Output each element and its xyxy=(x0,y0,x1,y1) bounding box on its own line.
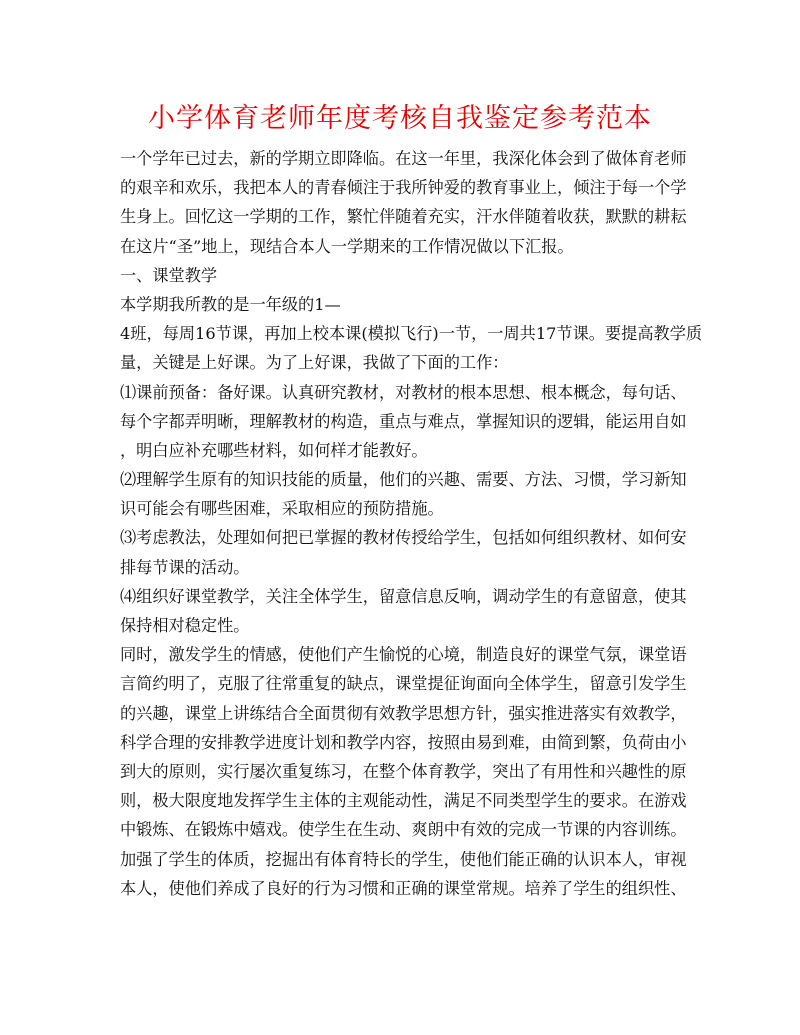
body-line: 加强了学生的体质，挖掘出有体育特长的学生，使他们能正确的认识本人，审视 xyxy=(120,849,687,869)
body-line: 中锻炼、在锻炼中嬉戏。使学生在生动、爽朗中有效的完成一节课的内容训练。 xyxy=(120,820,687,840)
body-line: 量，关键是上好课。为了上好课，我做了下面的工作： xyxy=(120,353,509,373)
body-line: 在这片“圣”地上，现结合本人一学期来的工作情况做以下汇报。 xyxy=(120,236,574,256)
body-line: 排每节课的活动。 xyxy=(120,557,250,577)
body-line: 则，极大限度地发挥学生主体的主观能动性，满足不同类型学生的要求。在游戏 xyxy=(120,791,687,811)
body-line: ⑶考虑教法，处理如何把已掌握的教材传授给学生，包括如何组织教材、如何安 xyxy=(120,528,687,548)
body-line: 一个学年已过去，新的学期立即降临。在这一年里，我深化体会到了做体育老师 xyxy=(120,149,687,168)
body-line: 科学合理的安排教学进度计划和教学内容，按照由易到难，由简到繁，负荷由小 xyxy=(120,732,687,752)
body-line: ，明白应补充哪些材料，如何样才能教好。 xyxy=(120,440,428,460)
body-line: ⑵理解学生原有的知识技能的质量，他们的兴趣、需要、方法、习惯，学习新知 xyxy=(120,470,687,490)
section-heading: 一、课堂教学 xyxy=(120,265,218,285)
body-line: 保持相对稳定性。 xyxy=(120,616,250,635)
body-line: 每个字都弄明晰，理解教材的构造，重点与难点，掌握知识的逻辑，能运用自如 xyxy=(120,411,687,431)
body-line: 到大的原则，实行屡次重复练习，在整个体育教学，突出了有用性和兴趣性的原 xyxy=(120,761,687,781)
body-line: 本人，使他们养成了良好的行为习惯和正确的课堂常规。培养了学生的组织性、 xyxy=(120,878,687,898)
body-line: 4班，每周16节课，再加上校本课(模拟飞行)一节，一周共17节课。要提高教学质 xyxy=(120,324,703,344)
body-line: 的兴趣，课堂上讲练结合全面贯彻有效教学思想方针，强实推进落实有效教学， xyxy=(120,703,687,723)
body-line: ⑴课前预备：备好课。认真研究教材，对教材的根本思想、根本概念，每句话、 xyxy=(120,382,687,402)
body-line: ⑷组织好课堂教学，关注全体学生，留意信息反响，调动学生的有意留意，使其 xyxy=(120,586,687,606)
body-line: 言简约明了，克服了往常重复的缺点，课堂提征询面向全体学生，留意引发学生 xyxy=(120,674,687,694)
body-line: 生身上。回忆这一学期的工作，繁忙伴随着充实，汗水伴随着收获，默默的耕耘 xyxy=(120,207,687,227)
body-line: 同时，激发学生的情感，使他们产生愉悦的心境，制造良好的课堂气氛，课堂语 xyxy=(120,645,687,665)
page-title: 小学体育老师年度考核自我鉴定参考范本 xyxy=(148,103,652,134)
body-line: 识可能会有哪些困难，采取相应的预防措施。 xyxy=(120,499,444,519)
body-line: 的艰辛和欢乐，我把本人的青春倾注于我所钟爱的教育事业上，倾注于每一个学 xyxy=(120,178,687,198)
document-body xyxy=(120,144,703,903)
body-line: 本学期我所教的是一年级的1— xyxy=(120,294,341,314)
